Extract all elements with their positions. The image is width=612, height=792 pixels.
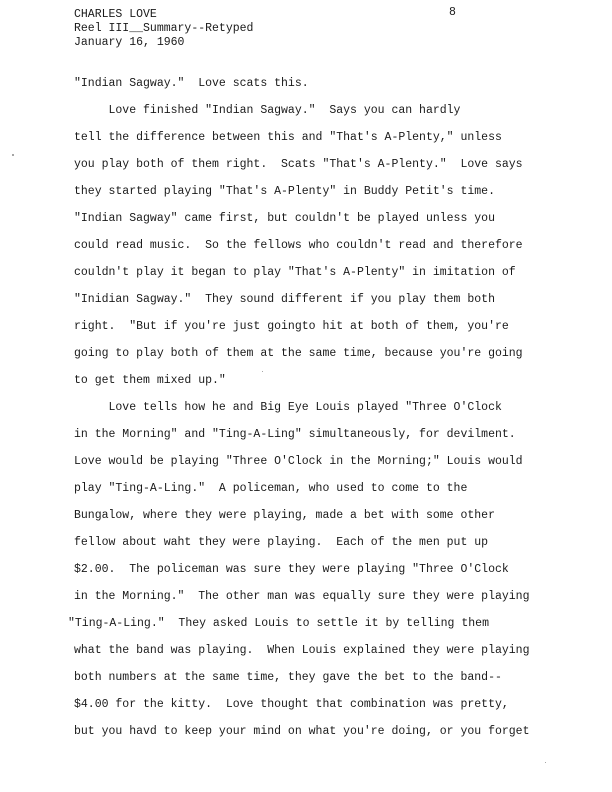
body-line: $2.00. The policeman was sure they were playing "Three O'Clock	[74, 563, 509, 576]
body-line: they started playing "That's A-Plenty" in Buddy Petit's time.	[74, 185, 495, 198]
scan-speck	[12, 154, 14, 156]
body-line: to get them mixed up."	[74, 374, 226, 387]
body-line: going to play both of them at the same time, because you're going	[74, 347, 523, 360]
body-line: play "Ting-A-Ling." A policeman, who used to come to the	[74, 482, 468, 495]
scan-speck	[545, 762, 546, 763]
body-line: fellow about waht they were playing. Each of the men put up	[74, 536, 489, 549]
page-number: 8	[449, 6, 456, 19]
body-line: both numbers at the same time, they gave the bet to the band--	[74, 671, 502, 684]
body-line: in the Morning" and "Ting-A-Ling" simultaneously, for devilment.	[74, 428, 516, 441]
body-line: "Indian Sagway" came first, but couldn't be played unless you	[74, 212, 495, 225]
body-line: what the band was playing. When Louis explained they were playing	[74, 644, 530, 657]
body-line: Bungalow, where they were playing, made a bet with some other	[74, 509, 495, 522]
body-line: right. "But if you're just goingto hit at both of them, you're	[74, 320, 509, 333]
body-line: Love would be playing "Three O'Clock in the Morning;" Louis would	[74, 455, 523, 468]
body-line: Love tells how he and Big Eye Louis played "Three O'Clock	[74, 401, 502, 414]
body-line: you play both of them right. Scats "That's A-Plenty." Love says	[74, 158, 523, 171]
body-line: "Ting-A-Ling." They asked Louis to settle it by telling them	[68, 617, 489, 630]
header-date: January 16, 1960	[74, 36, 185, 49]
body-line: $4.00 for the kitty. Love thought that combination was pretty,	[74, 698, 509, 711]
header-name: CHARLES LOVE	[74, 8, 157, 21]
body-line: "Inidian Sagway." They sound different if you play them both	[74, 293, 495, 306]
body-line: Love finished "Indian Sagway." Says you can hardly	[74, 104, 461, 117]
scan-speck	[262, 371, 263, 372]
body-line: tell the difference between this and "That's A-Plenty," unless	[74, 131, 502, 144]
body-line: couldn't play it began to play "That's A-Plenty" in imitation of	[74, 266, 516, 279]
body-line: could read music. So the fellows who couldn't read and therefore	[74, 239, 523, 252]
header-reel: Reel III__Summary--Retyped	[74, 22, 254, 35]
body-line: but you havd to keep your mind on what you're doing, or you forget	[74, 725, 530, 738]
body-line: "Indian Sagway." Love scats this.	[74, 77, 309, 90]
body-line: in the Morning." The other man was equally sure they were playing	[74, 590, 530, 603]
